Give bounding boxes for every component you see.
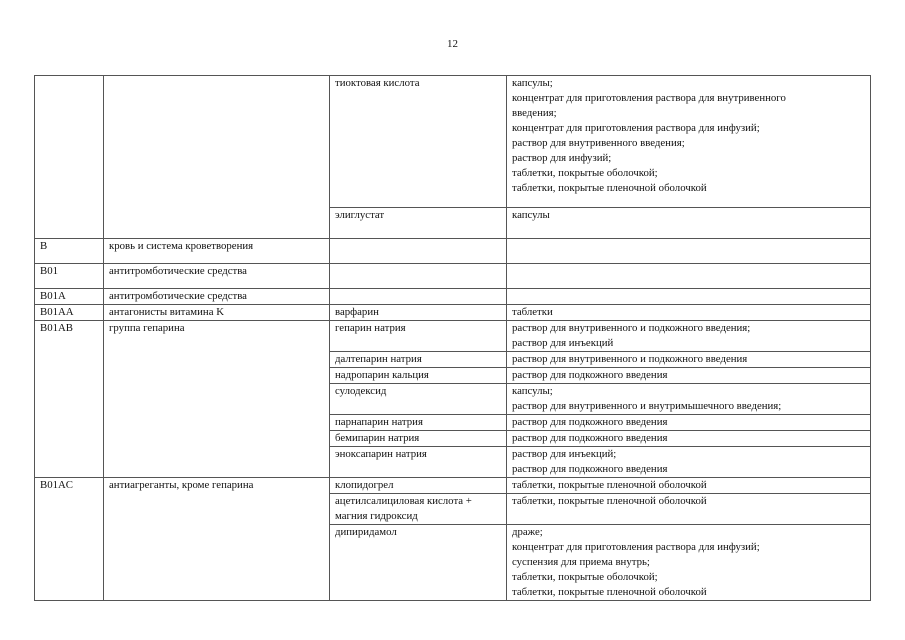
- drug-name: парнапарин натрия: [335, 416, 423, 428]
- dosage-forms-cell: [507, 76, 871, 208]
- table-row: [35, 478, 871, 494]
- drug-name: надропарин кальция: [335, 369, 429, 381]
- atc-code-cell: [35, 321, 104, 478]
- group-name-cell: [104, 305, 330, 321]
- drug-name-cell: [330, 208, 507, 239]
- atc-code-cell: [35, 305, 104, 321]
- drug-name: тиоктовая кислота: [335, 77, 420, 89]
- group-name-cell: [104, 76, 330, 239]
- atc-code: B01AC: [40, 479, 73, 491]
- group-name: антитромботические средства: [109, 290, 247, 302]
- dosage-forms-cell: [507, 289, 871, 305]
- dosage-form: раствор для внутривенного и подкожного введения;: [512, 322, 751, 334]
- dosage-forms-cell: [507, 321, 871, 352]
- table-row: [35, 321, 871, 352]
- atc-code-cell: [35, 478, 104, 601]
- dosage-forms-cell: [507, 352, 871, 368]
- table-row: [35, 264, 871, 289]
- dosage-forms-cell: [507, 305, 871, 321]
- group-name: кровь и система кроветворения: [109, 240, 254, 252]
- drug-name-cell: [330, 289, 507, 305]
- dosage-form: капсулы;: [512, 77, 553, 89]
- dosage-forms-cell: [507, 478, 871, 494]
- atc-code-cell: [35, 76, 104, 239]
- dosage-form: введения;: [512, 107, 557, 119]
- group-name-cell: [104, 478, 330, 601]
- dosage-form: таблетки, покрытые пленочной оболочкой: [512, 495, 707, 507]
- atc-code-cell: [35, 264, 104, 289]
- group-name-cell: [104, 239, 330, 264]
- dosage-form: концентрат для приготовления раствора для инфузий;: [512, 122, 760, 134]
- group-name: группа гепарина: [109, 322, 185, 334]
- dosage-forms-cell: [507, 368, 871, 384]
- dosage-form: капсулы;: [512, 385, 553, 397]
- drug-name-cell: [330, 525, 507, 601]
- dosage-forms-cell: [507, 447, 871, 478]
- page-number: 12: [447, 38, 458, 50]
- atc-code: B01: [40, 265, 58, 277]
- dosage-form: раствор для внутривенного и внутримышечного введения;: [512, 400, 782, 412]
- atc-code-cell: [35, 239, 104, 264]
- drug-name-cell: [330, 415, 507, 431]
- atc-code: B01AB: [40, 322, 73, 334]
- group-name: антитромботические средства: [109, 265, 247, 277]
- dosage-forms-cell: [507, 384, 871, 415]
- dosage-form: раствор для инъекций: [512, 337, 614, 349]
- drug-name-cell: [330, 384, 507, 415]
- dosage-form: таблетки, покрытые оболочкой;: [512, 571, 658, 583]
- drug-name: дипиридамол: [335, 526, 397, 538]
- dosage-form: капсулы: [512, 209, 550, 221]
- drug-name: эноксапарин натрия: [335, 448, 427, 460]
- drug-name: варфарин: [335, 306, 379, 318]
- dosage-forms-cell: [507, 431, 871, 447]
- dosage-form: раствор для инъекций;: [512, 448, 617, 460]
- drug-name: гепарин натрия: [335, 322, 406, 334]
- group-name: антиагреганты, кроме гепарина: [109, 479, 254, 491]
- group-name-cell: [104, 289, 330, 305]
- dosage-form: концентрат для приготовления раствора для инфузий;: [512, 541, 760, 553]
- dosage-form: таблетки: [512, 306, 553, 318]
- drug-name-cell: [330, 368, 507, 384]
- drug-name: далтепарин натрия: [335, 353, 422, 365]
- dosage-form: таблетки, покрытые пленочной оболочкой: [512, 586, 707, 598]
- table-row: [35, 239, 871, 264]
- table-row: [35, 305, 871, 321]
- dosage-form: раствор для подкожного введения: [512, 432, 668, 444]
- dosage-form: раствор для инфузий;: [512, 152, 612, 164]
- group-name-cell: [104, 264, 330, 289]
- drug-name-cell: [330, 447, 507, 478]
- drug-name-cell: [330, 321, 507, 352]
- dosage-form: раствор для внутривенного введения;: [512, 137, 685, 149]
- dosage-form: раствор для подкожного введения: [512, 369, 668, 381]
- dosage-forms-cell: [507, 264, 871, 289]
- drug-name: сулодексид: [335, 385, 387, 397]
- drug-name-cell: [330, 431, 507, 447]
- table-row: [35, 289, 871, 305]
- drug-name: ацетилсалициловая кислота + магния гидроксид: [335, 495, 472, 522]
- dosage-form: драже;: [512, 526, 543, 538]
- dosage-forms-cell: [507, 415, 871, 431]
- dosage-form: таблетки, покрытые оболочкой;: [512, 167, 658, 179]
- drug-name: бемипарин натрия: [335, 432, 420, 444]
- drug-name-cell: [330, 76, 507, 208]
- atc-code-cell: [35, 289, 104, 305]
- drug-name-cell: [330, 305, 507, 321]
- drug-name: элиглустат: [335, 209, 385, 221]
- dosage-form: концентрат для приготовления раствора для внутривенного: [512, 92, 786, 104]
- drug-table: [34, 75, 871, 601]
- dosage-form: раствор для подкожного введения: [512, 463, 668, 475]
- atc-code: B: [40, 240, 48, 252]
- drug-name: клопидогрел: [335, 479, 394, 491]
- atc-code: B01A: [40, 290, 66, 302]
- dosage-form: суспензия для приема внутрь;: [512, 556, 650, 568]
- group-name: антагонисты витамина K: [109, 306, 224, 318]
- drug-name-cell: [330, 239, 507, 264]
- atc-code: B01AA: [40, 306, 74, 318]
- dosage-forms-cell: [507, 525, 871, 601]
- drug-name-cell: [330, 352, 507, 368]
- table-row: [35, 76, 871, 208]
- group-name-cell: [104, 321, 330, 478]
- drug-name-cell: [330, 264, 507, 289]
- dosage-form: таблетки, покрытые пленочной оболочкой: [512, 182, 707, 194]
- dosage-form: раствор для подкожного введения: [512, 416, 668, 428]
- dosage-forms-cell: [507, 239, 871, 264]
- dosage-form: таблетки, покрытые пленочной оболочкой: [512, 479, 707, 491]
- dosage-forms-cell: [507, 208, 871, 239]
- dosage-forms-cell: [507, 494, 871, 525]
- drug-name-cell: [330, 478, 507, 494]
- dosage-form: раствор для внутривенного и подкожного введения: [512, 353, 748, 365]
- drug-name-cell: [330, 494, 507, 525]
